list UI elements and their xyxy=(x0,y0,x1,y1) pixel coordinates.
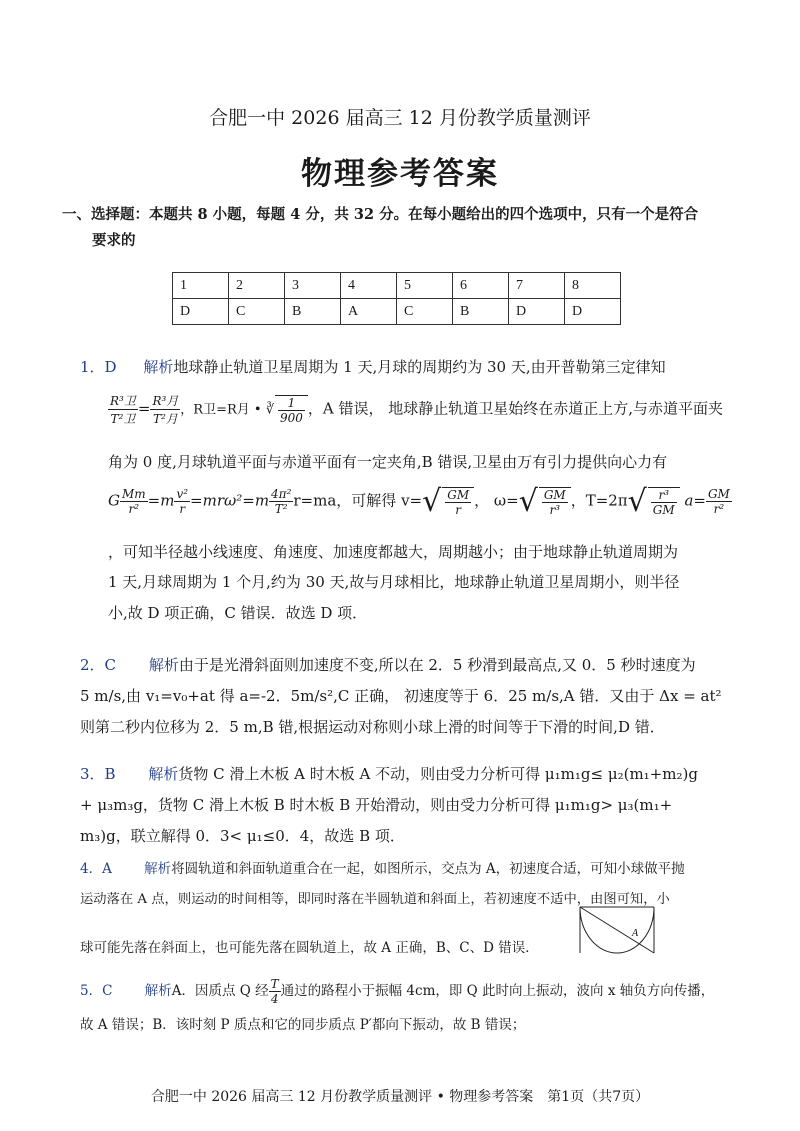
table-cell: 5 xyxy=(397,273,453,299)
table-cell: 4 xyxy=(341,273,397,299)
page-title: 物理参考答案 xyxy=(301,156,499,192)
table-cell: C xyxy=(229,299,285,325)
q4-number: 4．A xyxy=(80,861,112,877)
section-heading xyxy=(62,202,732,254)
circle-slope-diagram xyxy=(578,905,660,957)
diagram-point-label: A xyxy=(632,928,639,939)
q1-line7: 小,故 D 项正确，C 错误．故选 D 项． xyxy=(108,604,368,622)
q2-line3: 则第二秒内位移为 2．5 m,B 错,根据运动对称则小球上滑的时间等于下滑的时间,D 错． xyxy=(80,718,665,736)
q2-line1: 2．C 解析由于是光滑斜面则加速度不变,所以在 2．5 秒滑到最高点,又 0．5 秒时速度为 xyxy=(80,656,696,674)
q1-text: 地球静止轨道卫星周期为 1 天,月球的周期约为 30 天,由开普勒第三定律知 xyxy=(173,358,666,376)
table-cell: A xyxy=(341,299,397,325)
exam-subtitle: 合肥一中 2026 届高三 12 月份教学质量测评 xyxy=(209,107,591,129)
table-cell: 6 xyxy=(453,273,509,299)
q4-jiexi-label: 解析 xyxy=(144,861,172,877)
table-cell: 2 xyxy=(229,273,285,299)
fraction: $\frac{\text{R³月}}{\text{T²月}}$ xyxy=(152,394,179,426)
q5-jiexi-label: 解析 xyxy=(144,983,172,999)
q1-line3: 角为 0 度,月球轨道平面与赤道平面有一定夹角,B 错误,卫星由万有引力提供向心力有 xyxy=(108,453,668,471)
q5-number: 5．C xyxy=(80,983,113,999)
q3-line3: m₃)g，联立解得 0．3< μ₁≤0．4，故选 B 项． xyxy=(80,827,405,845)
q1-text: ，A 错误， 地球静止轨道卫星始终在赤道正上方,与赤道平面夹 xyxy=(307,399,724,418)
section-heading-line2: 要求的 xyxy=(92,232,136,249)
table-cell: 7 xyxy=(509,273,565,299)
table-cell: 3 xyxy=(285,273,341,299)
q1-jiexi-label: 解析 xyxy=(143,358,174,376)
fraction: $\frac{\text{R³卫}}{\text{T²卫}}$ xyxy=(110,394,136,426)
q4-line2: 运动落在 A 点，则运动的时间相等，即同时落在半圆轨道和斜面上，若初速度不适中，由图可知，小 xyxy=(80,892,670,907)
fraction: $\frac{T}{4}$ xyxy=(270,977,279,1006)
q1-number: 1．D xyxy=(80,358,117,376)
q3-line1: 3．B 解析货物 C 滑上木板 A 时木板 A 不动，则由受力分析可得 μ₁m₁g≤ μ₂(m₁+m₂)g xyxy=(80,765,698,783)
q1-line2: $\frac{\text{R³卫}}{\text{T²卫}}$ = $\frac{\text{R³月}}{\text{T²月}}$ ，R卫=R月 • ∛ $\frac{1}{900}$ ，A 错误， 地球静止轨道卫星始终在赤道正上方,与赤道平面夹 xyxy=(110,394,724,426)
q3-number: 3．B xyxy=(80,765,116,783)
q2-jiexi-label: 解析 xyxy=(148,656,179,674)
q5-line1: 5．C 解析A．因质点 Q 经 $\frac{T}{4}$ 通过的路程小于振幅 4cm，即 Q 此时向上振动，波向 x 轴负方向传播， xyxy=(80,977,715,1006)
diagram-slope-line xyxy=(580,907,654,953)
q4-line1: 4．A 解析将圆轨道和斜面轨道重合在一起，如图所示，交点为 A，初速度合适，可知小球做平抛 xyxy=(80,861,685,877)
q5-line2: 故 A 错误；B．该时刻 P 质点和它的同步质点 P′都向下振动，故 B 错误； xyxy=(80,1017,526,1033)
page-footer: 合肥一中 2026 届高三 12 月份教学质量测评 • 物理参考答案 第1页（共7页） xyxy=(150,1089,650,1105)
answer-table xyxy=(172,272,621,325)
q2-number: 2．C xyxy=(80,656,117,674)
table-cell: C xyxy=(397,299,453,325)
table-cell: 8 xyxy=(565,273,621,299)
q4-line3: 球可能先落在斜面上，也可能先落在圆轨道上，故 A 正确，B、C、D 错误． xyxy=(80,940,539,956)
answer-table-answers-row xyxy=(173,299,621,325)
table-cell: D xyxy=(173,299,229,325)
q2-line2: 5 m/s,由 v₁=v₀+at 得 a=-2．5m/s²,C 正确， 初速度等于 6．25 m/s,A 错．又由于 Δx = at² xyxy=(80,687,722,705)
cube-root: $\frac{1}{900}$ xyxy=(275,395,308,425)
table-cell: D xyxy=(509,299,565,325)
q1-line5: ，可知半径越小线速度、角速度、加速度都越大，周期越小；由于地球静止轨道周期为 xyxy=(108,543,679,561)
table-cell: B xyxy=(453,299,509,325)
q1-mid: ，R卫=R月 • ∛ xyxy=(180,402,274,418)
q1-line1 xyxy=(80,356,666,377)
q1-line6: 1 天,月球周期为 1 个月,约为 30 天,故与月球相比，地球静止轨道卫星周期小，则半径 xyxy=(108,573,680,591)
table-cell: D xyxy=(565,299,621,325)
table-cell: 1 xyxy=(173,273,229,299)
q1-equation: G $\frac{Mm}{\text{r²}}$ =m $\frac{\text{v²}}{r}$ =mrω²=m $\frac{\text{4π²}}{\text{T²}}$ r=ma，可解得 v=√ $\frac{GM}{r}$ ， ω=√ $\frac{GM}{\text{r³}}$ ，T=2π√ $\frac{\text{r³}}{GM}$ a= $\frac{GM}{\text{r²}}$ xyxy=(108,484,730,519)
q3-line2: + μ₃m₃g，货物 C 滑上木板 B 时木板 B 开始滑动，则由受力分析可得 μ₁m₁g> μ₃(m₁+ xyxy=(80,796,673,814)
table-cell: B xyxy=(285,299,341,325)
section-heading-line1: 一、选择题：本题共 8 小题，每题 4 分，共 32 分。在每小题给出的四个选项中，只有一个是符合 xyxy=(62,206,699,223)
answer-table-numbers-row xyxy=(173,273,621,299)
q3-jiexi-label: 解析 xyxy=(148,765,179,783)
